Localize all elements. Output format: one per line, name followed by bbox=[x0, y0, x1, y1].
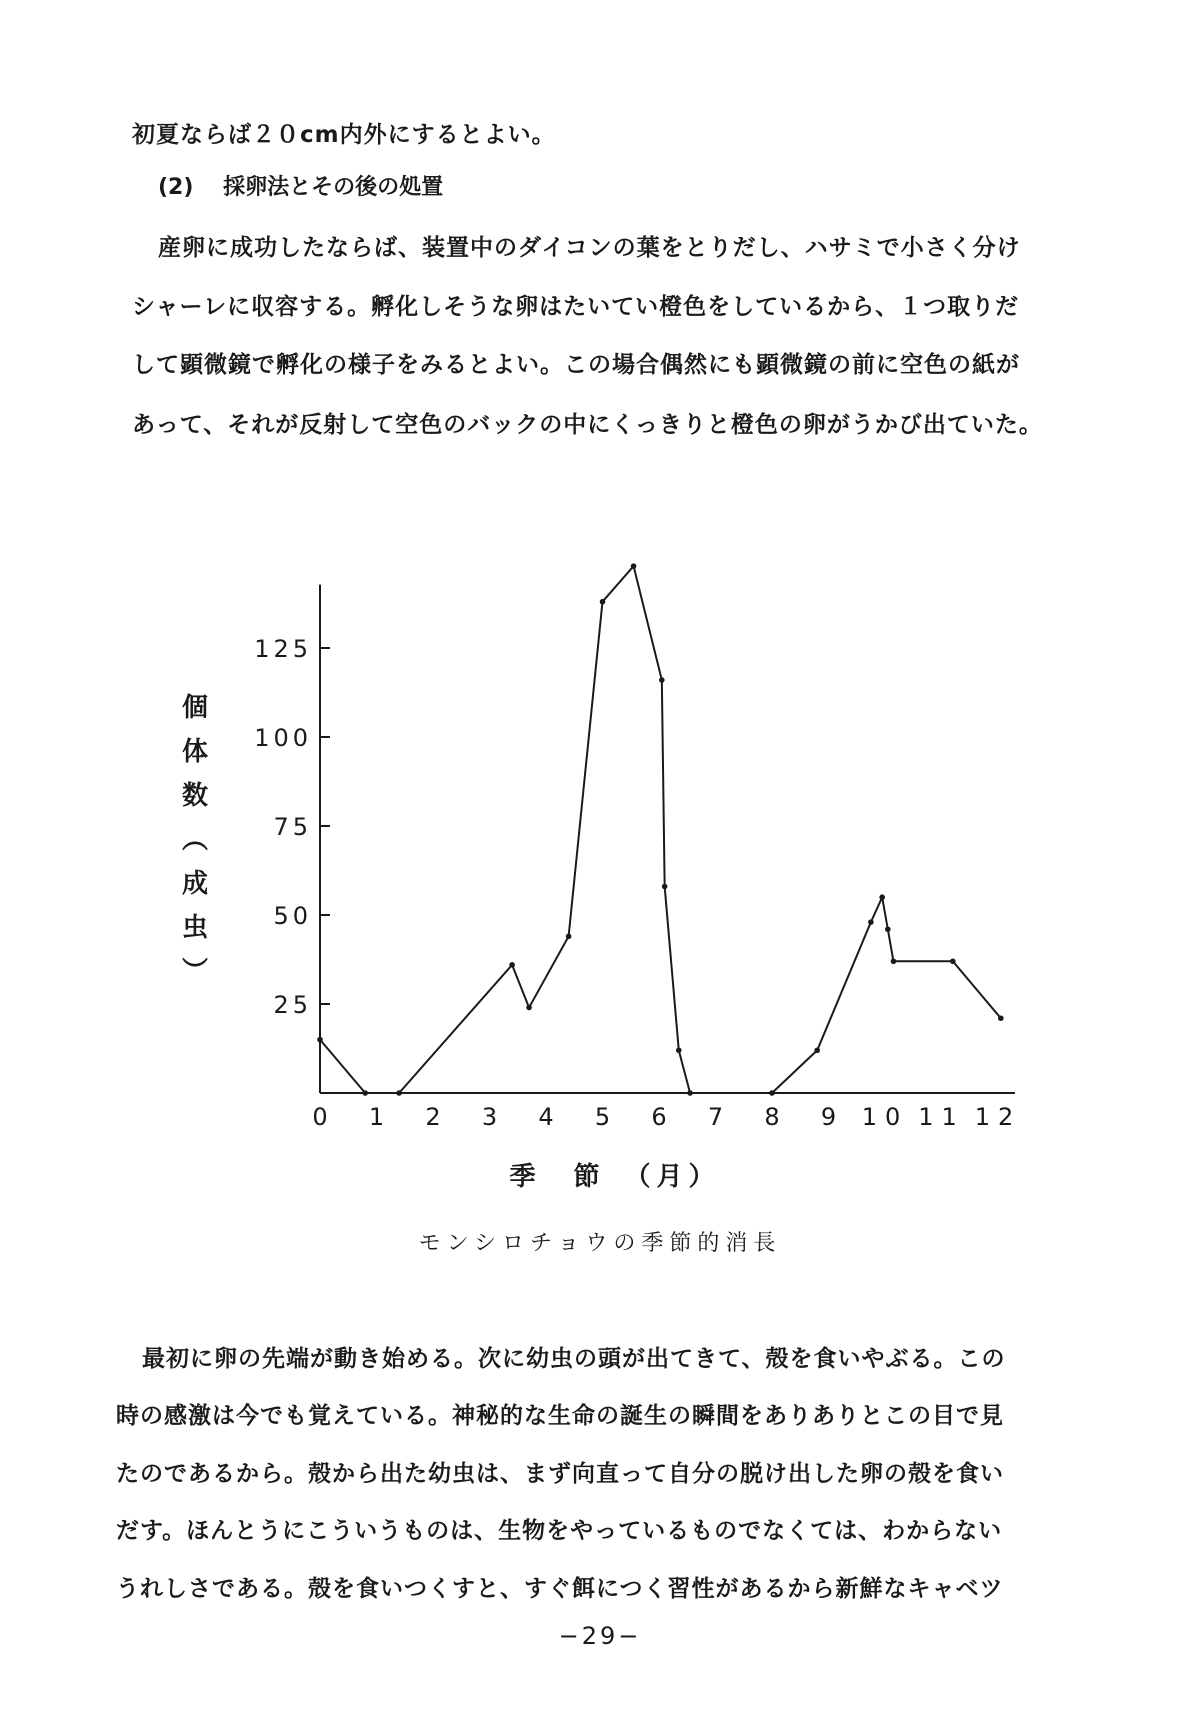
data-point bbox=[769, 1090, 775, 1096]
data-point bbox=[317, 1037, 323, 1043]
top-paragraph-line: して顕微鏡で孵化の様子をみるとよい。この場合偶然にも顕微鏡の前に空色の紙が bbox=[132, 352, 1020, 378]
x-tick-label: 10 bbox=[861, 1103, 909, 1131]
series-line-autumn bbox=[772, 897, 1001, 1093]
x-tick-label: 6 bbox=[651, 1103, 667, 1131]
data-point bbox=[868, 919, 874, 925]
page-number: −29− bbox=[558, 1622, 642, 1650]
data-point bbox=[885, 926, 891, 932]
x-tick-label: 7 bbox=[707, 1103, 724, 1131]
data-point bbox=[891, 958, 897, 964]
x-tick-label: 0 bbox=[312, 1103, 328, 1131]
bottom-paragraph-line: たのであるから。殻から出た幼虫は、まず向直って自分の脱け出した卵の殻を食い bbox=[116, 1461, 1004, 1487]
data-point bbox=[687, 1090, 693, 1096]
data-point bbox=[950, 958, 956, 964]
x-axis-label: 季 節 （月） bbox=[509, 1162, 721, 1192]
y-axis-label-char: ︶ bbox=[181, 957, 209, 987]
x-tick-label: 11 bbox=[918, 1103, 965, 1131]
data-point bbox=[362, 1090, 368, 1096]
bottom-paragraph-line: だす。ほんとうにこういうものは、生物をやっているものでなくては、わからない bbox=[116, 1518, 1003, 1544]
y-tick-label: 125 bbox=[254, 635, 312, 663]
y-tick-label: 75 bbox=[273, 813, 312, 841]
x-tick-label: 9 bbox=[820, 1103, 837, 1131]
y-axis-label-char: 成 bbox=[181, 869, 209, 899]
data-point bbox=[659, 677, 665, 683]
data-point bbox=[566, 934, 572, 940]
x-tick-label: 1 bbox=[368, 1103, 385, 1131]
y-axis-label-char: ︵ bbox=[181, 825, 209, 855]
y-axis-label bbox=[182, 693, 208, 987]
chart-caption: モンシロチョウの季節的消長 bbox=[418, 1231, 782, 1256]
data-point bbox=[600, 599, 606, 605]
bottom-paragraph-line: 最初に卵の先端が動き始める。次に幼虫の頭が出てきて、殻を食いやぶる。この bbox=[142, 1346, 1006, 1372]
y-axis-label-char: 虫 bbox=[181, 913, 209, 943]
x-tick-label: 5 bbox=[594, 1103, 611, 1131]
top-paragraph-line: 産卵に成功したならば、装置中のダイコンの葉をとりだし、ハサミで小さく分け bbox=[158, 235, 1021, 261]
y-tick-label: 100 bbox=[254, 724, 312, 752]
bottom-paragraph-line: 時の感激は今でも覚えている。神秘的な生命の誕生の瞬間をありありとこの目で見 bbox=[116, 1403, 1004, 1429]
data-point bbox=[676, 1047, 682, 1053]
series-line-early bbox=[320, 1040, 365, 1093]
data-point bbox=[662, 884, 668, 890]
subheading-title: 採卵法とその後の処置 bbox=[223, 175, 444, 200]
data-point bbox=[396, 1090, 402, 1096]
data-point bbox=[879, 894, 885, 900]
subheading-number: (2) bbox=[158, 175, 194, 200]
x-tick-label: 4 bbox=[538, 1103, 554, 1131]
y-axis-label-char: 体 bbox=[181, 737, 209, 767]
data-point bbox=[509, 962, 515, 968]
intro-line: 初夏ならば２０cm内外にするとよい。 bbox=[132, 122, 556, 148]
x-tick-label: 2 bbox=[425, 1103, 441, 1131]
y-tick-label: 50 bbox=[273, 902, 312, 930]
x-tick-label: 3 bbox=[481, 1103, 498, 1131]
y-axis-label-char: 個 bbox=[181, 693, 209, 723]
data-point bbox=[998, 1015, 1004, 1021]
bottom-paragraph-line: うれしさである。殻を食いつくすと、すぐ餌につく習性があるから新鮮なキャベツ bbox=[116, 1576, 1004, 1602]
data-point bbox=[631, 563, 637, 569]
data-point bbox=[526, 1005, 532, 1011]
top-paragraph-line: あって、それが反射して空色のバックの中にくっきりと橙色の卵がうかび出ていた。 bbox=[132, 412, 1043, 438]
data-point bbox=[814, 1047, 820, 1053]
y-axis-label-char: 数 bbox=[181, 781, 209, 811]
top-paragraph-line: シャーレに収容する。孵化しそうな卵はたいてい橙色をしているから、１つ取りだ bbox=[132, 294, 1020, 320]
y-tick-label: 25 bbox=[273, 991, 312, 1019]
x-tick-label: 8 bbox=[764, 1103, 780, 1131]
x-tick-label: 12 bbox=[974, 1103, 1022, 1131]
series-line-spring bbox=[399, 566, 690, 1093]
